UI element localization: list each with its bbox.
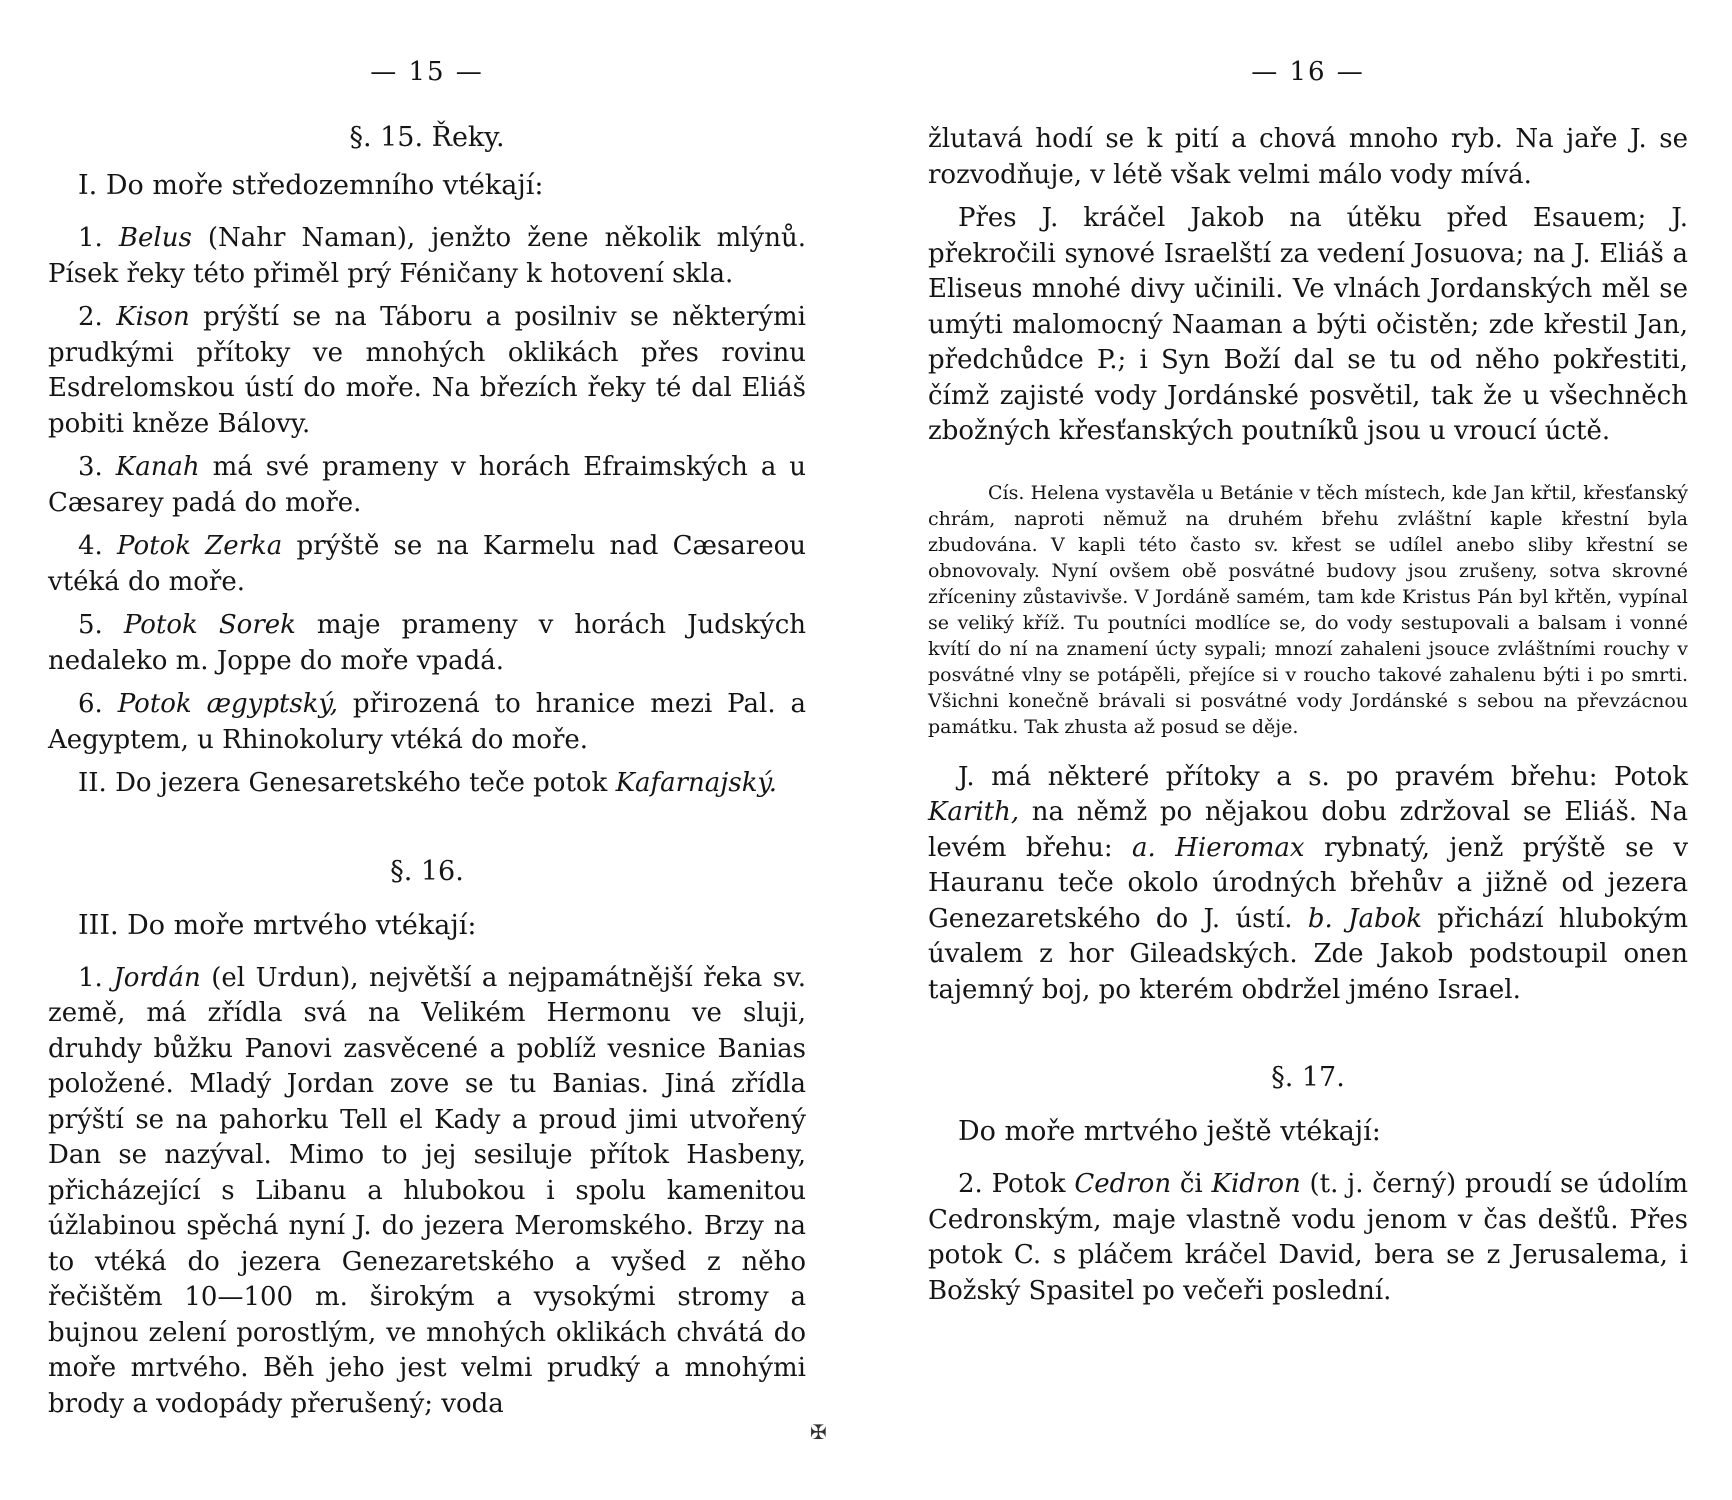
section-title-16: §. 16. [390,855,464,887]
item-number: 5. [78,610,103,640]
left-page [48,52,806,1430]
river-text: má své prameny v horách Efraimských a u Cæsarey padá do moře. [48,452,807,518]
jordan-paragraph [48,961,806,1423]
group-heading-4: Do moře mrtvého ještě vtékají: [958,1116,1381,1147]
text-run: na němž po nějakou dobu zdržoval se Eliáš. Na levém břehu: [928,797,1688,863]
river-text: (el Urdun), největší a nejpamátnější řeka sv. země, má zřídla svá na Velikém Hermonu ve sluji, druhdy bůžku Panovi zasvěcené a poblíž vesnice Banias položené. Mladý Jordan zove se tu Banias. Jiná zřídla prýští se na pahorku Tell el Kady a proud jimi utvořený Dan se nazýval. Mimo to jej sesiluje přítok Hasbeny, přicházející s Libanu a hlubokou i spolu kamenitou úžlabinou spěchá nyní J. do jezera Meromského. Brzy na to vtéká do jezera Genezaretského a vyšed z něho řečištěm 10—100 m. širokým a vysokými stromy a bujnou zelení porostlým, ve mnohých oklikách chvátá do moře mrtvého. Běh jeho jest velmi prudký a mnohými brody a vodopády přerušený; voda [48,962,806,1419]
river-name: a. Hieromax [1132,832,1305,863]
item-number: 2. [78,302,103,332]
group-heading-3: III. Do moře mrtvého vtékají: [78,909,477,941]
page-number-right: — 16 — [1251,57,1365,87]
river-text: maje prameny v horách Judských nedaleko m. Joppe do moře vpadá. [48,610,806,676]
item-number: 3. [78,452,103,482]
item-number: 1. [78,223,103,253]
river-text: (Nahr Naman), jenžto žene několik mlýnů. Písek řeky této přiměl prý Féničany k hotovení skla. [48,223,807,289]
tributaries-paragraph [928,760,1688,1009]
history-paragraph: Přes J. kráčel Jakob na útěku před Esauem; J. překročili synové Israelští za vedení Josuova; na J. Eliáš a Eliseus mnohé divy učinili. Ve vlnách Jordanských měl se umýti malomocný Naaman a býti očistěn; zde křestil Jan, předchůdce P.; i Syn Boží dal se tu od něho pokřestiti, čímž zajisté vody Jordánské posvětil, tak že u všechněch zbožných křesťanských poutníků jsou u vroucí úctě. [928,203,1688,446]
river-name: Karith, [928,797,1020,827]
text-run: či [1171,1169,1212,1199]
item-number: 4. [78,531,103,561]
group-2-text: II. Do jezera Genesaretského teče potok [78,768,616,798]
continuation-paragraph: žlutavá hodí se k pití a chová mnoho ryb. Na jaře J. se rozvodňuje, v létě však velmi málo vody mívá. [928,124,1688,190]
river-item-5 [48,608,806,679]
group-heading-1: I. Do moře středozemního vtékají: [78,170,544,201]
page-number-left: — 15 — [370,57,484,87]
river-name: Potok ægyptský, [117,689,339,719]
text-run: rybnatý, jenž prýště se v Hauranu teče okolo úrodných břehův a jižně od jezera Genezaretského do J. ústí. [928,832,1689,934]
right-page [928,52,1688,1317]
river-name: Kison [116,302,190,332]
river-item-6 [48,687,806,758]
signature-mark: ✠ [810,1420,827,1444]
item-number: 1. [78,962,103,993]
river-item-3 [48,450,806,521]
river-name: Kidron [1211,1169,1301,1199]
river-name: Jordán [113,962,201,993]
text-run: (t. j. černý) proudí se údolím Cedronským, maje vlastně vodu jenom v čas dešťů. Přes potok C. s pláčem kráčel David, bera se z Jerusalema, i Božský Spasitel po večeři poslední. [928,1169,1689,1306]
river-name: Kanah [115,452,200,482]
river-text: prýště se na Karmelu nad Cæsareou vtéká do moře. [48,531,806,597]
river-name: Potok Sorek [123,610,296,640]
section-title-17: §. 17. [1271,1062,1345,1093]
river-item-4 [48,529,806,600]
section-title-15: §. 15. Řeky. [349,122,505,153]
item-number: 6. [78,689,103,719]
river-text: prýští se na Táboru a posilniv se některými prudkými přítoky ve mnohých oklikách přes rovinu Esdrelomskou ústí do moře. Na březích řeky té dal Eliáš pobiti kněze Bálovy. [48,302,806,439]
river-name: Belus [118,223,192,253]
river-name: Kafarnajský. [615,768,777,798]
river-item-1 [48,221,806,292]
river-item-2 [48,300,806,442]
river-text: přirozená to hranice mezi Pal. a Aegyptem, u Rhinokolury vtéká do moře. [48,689,806,755]
cedron-paragraph [928,1167,1688,1309]
footnote-paragraph: Cís. Helena vystavěla u Betánie v těch místech, kde Jan křtil, křesťanský chrám, naproti němuž na druhém břehu zvláštní kaple křestní byla zbudována. V kapli této často sv. křest se udílel anebo sliby křestní se obnovovaly. Nyní ovšem obě posvátné budovy jsou zrušeny, sotva skrovné zříceniny zůstavivše. V Jordáně samém, tam kde Kristus Pán byl křtěn, vypínal se veliký kříž. Tu poutníci modlíce se, do vody sestupovali a balsam i vonné kvítí do ní na znamení úcty sypali; mnozí zahaleni jsouce zvláštními rouchy v posvátné vlny se potápěli, přejíce si v roucho takové zahalenu býti i po smrti. Všichni konečně brávali si posvátné vody Jordánské s sebou na převzácnou památku. Tak zhusta až posud se děje. [928,481,1688,738]
text-run: přichází hlubokým úvalem z hor Gileadských. Zde Jakob podstoupil onen tajemný boj, po kterém obdržel jméno Israel. [928,903,1688,1005]
river-name: b. Jabok [1307,903,1423,934]
text-run: 2. Potok [958,1169,1075,1199]
river-name: Potok Zerka [117,531,283,561]
group-heading-2 [48,766,806,802]
text-run: J. má některé přítoky a s. po pravém břehu: Potok [958,761,1688,792]
river-name: Cedron [1074,1169,1172,1199]
